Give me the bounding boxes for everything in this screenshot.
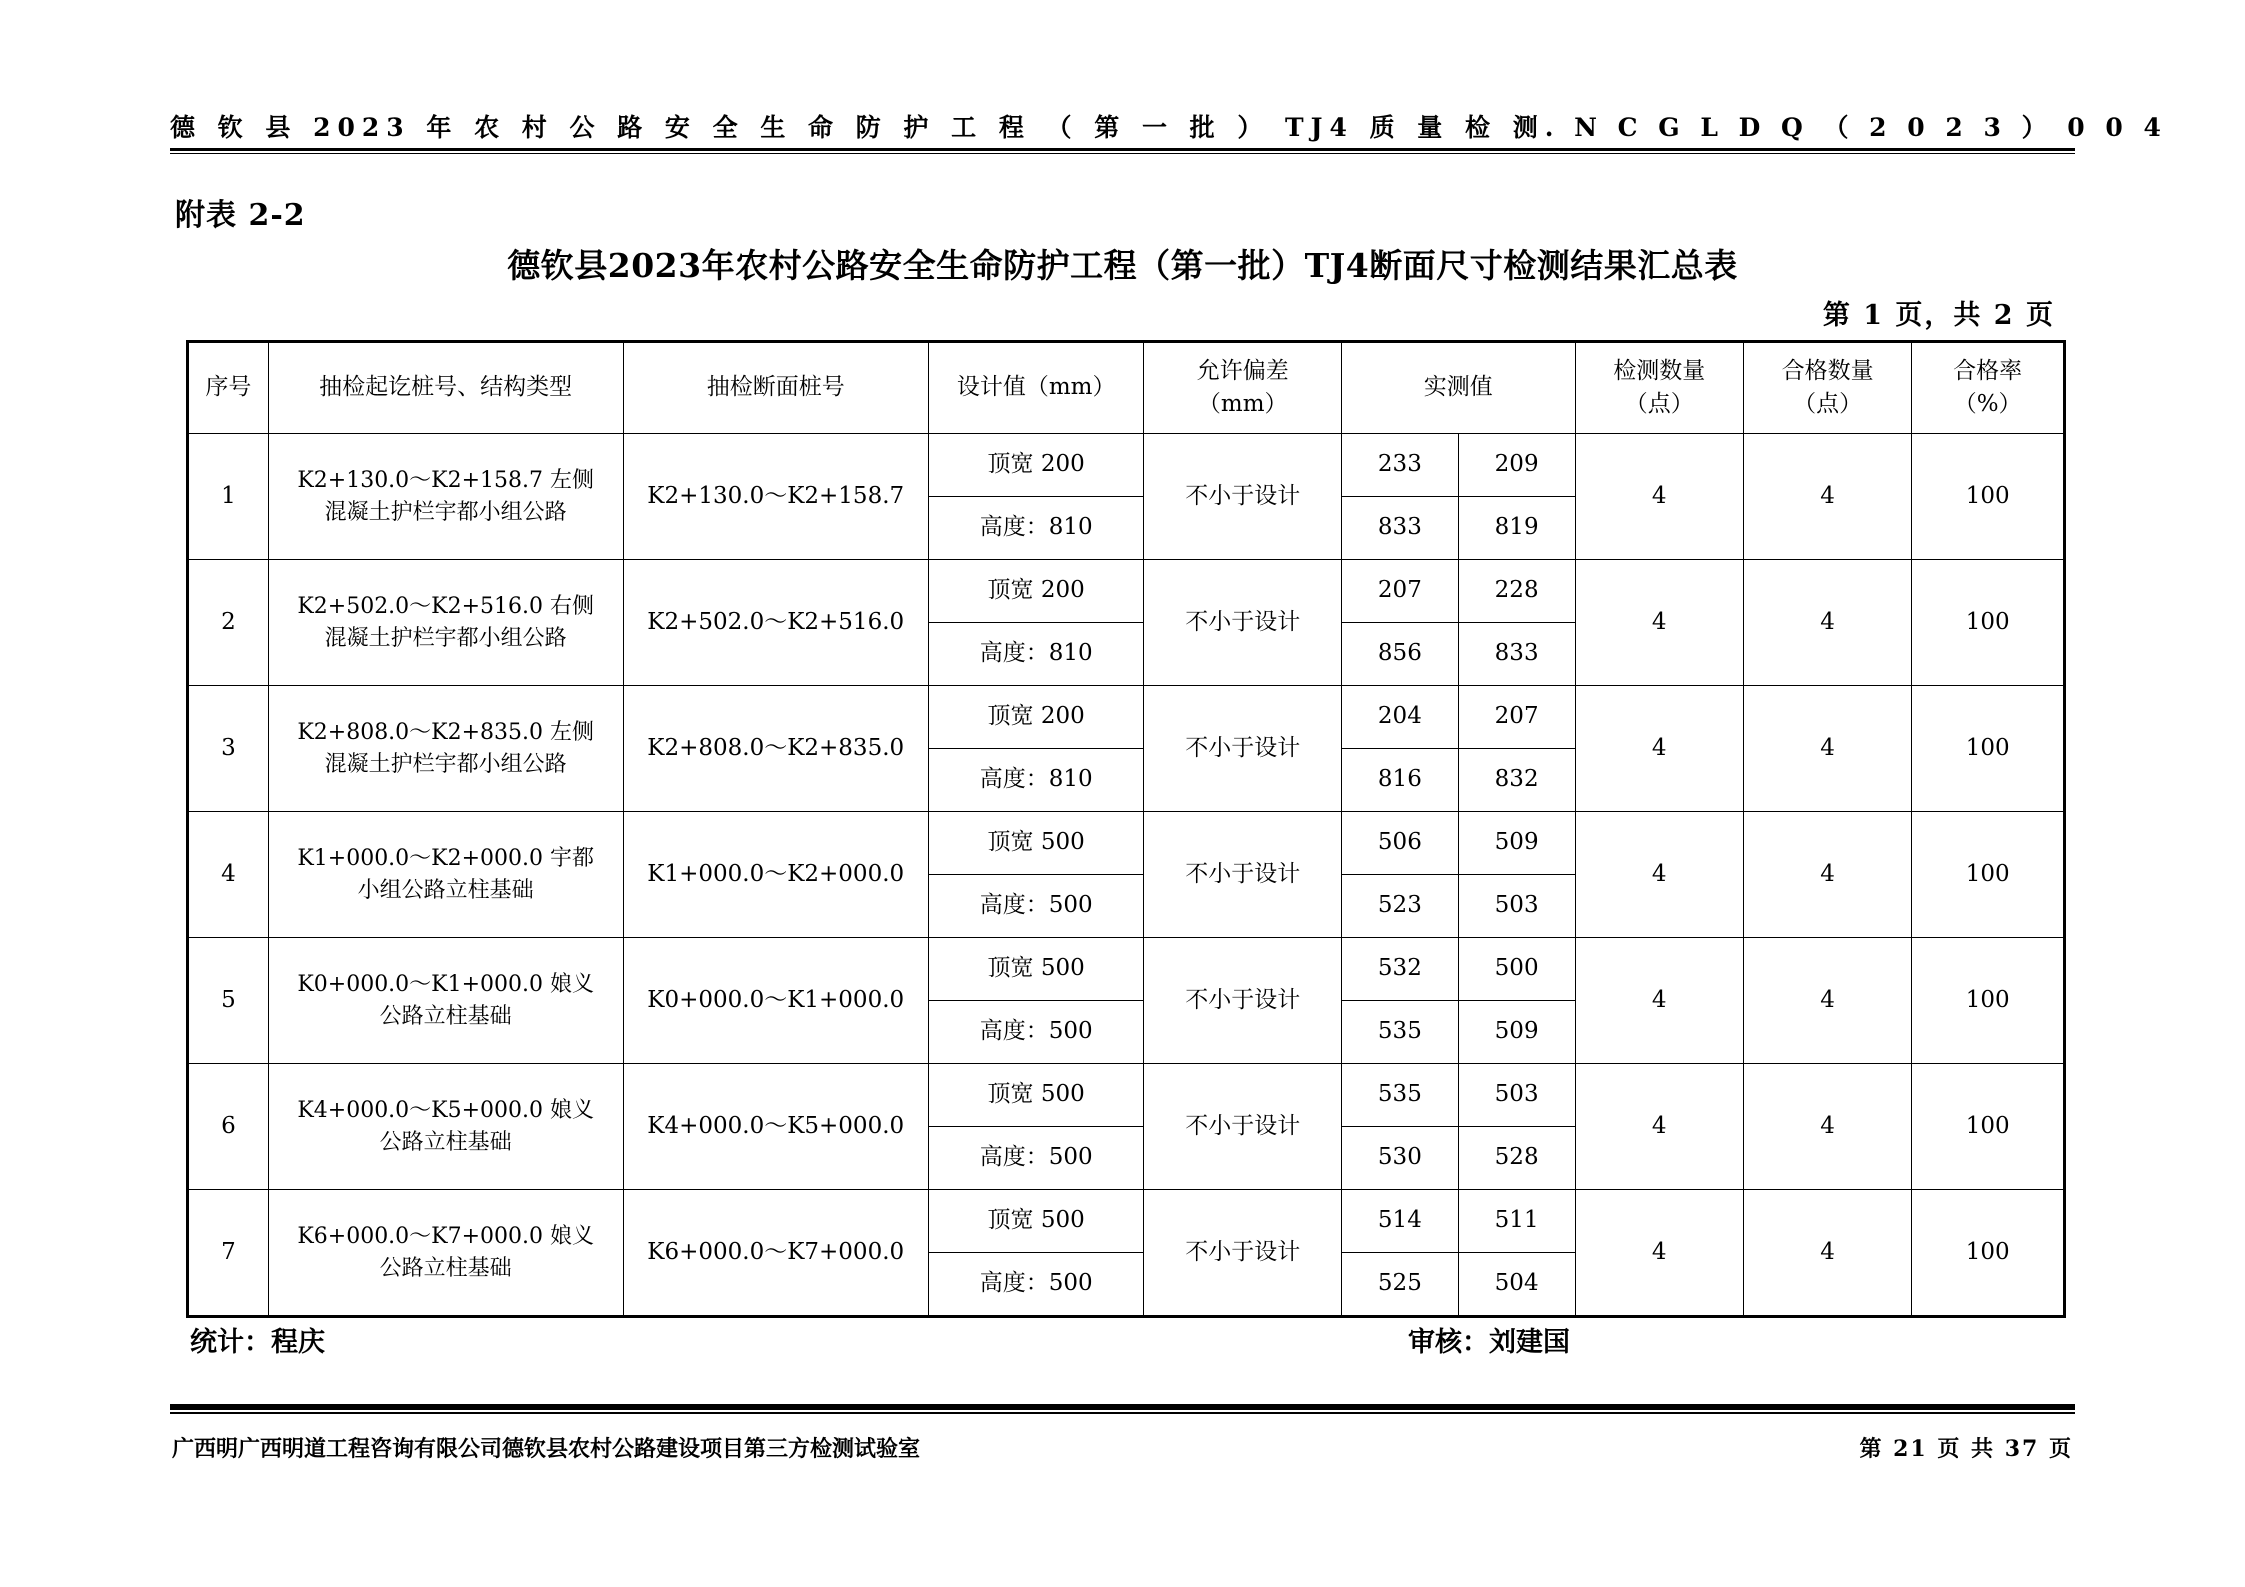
col-header-tolerance-line2: （mm） (1197, 391, 1288, 417)
cell-pass: 4 (1743, 938, 1911, 1064)
cell-tolerance: 不小于设计 (1144, 1190, 1342, 1317)
cell-tolerance: 不小于设计 (1144, 1064, 1342, 1190)
table-row (188, 560, 2065, 623)
section-dimension-results-table (186, 340, 2066, 1318)
cell-design-bottom: 高度：500 (928, 875, 1144, 938)
cell-section: K1+000.0～K2+000.0 (623, 812, 928, 938)
cell-rate: 100 (1912, 938, 2065, 1064)
cell-station (268, 434, 623, 560)
running-header-left: 德 钦 县 2023 年 农 村 公 路 安 全 生 命 防 护 工 程 （ 第 一 批 ） TJ4 质 量 检 测 (170, 113, 1545, 142)
cell-section: K2+502.0～K2+516.0 (623, 560, 928, 686)
cell-tolerance: 不小于设计 (1144, 434, 1342, 560)
col-header-tolerance (1144, 342, 1342, 434)
cell-seq: 2 (188, 560, 269, 686)
results-table-wrapper (186, 340, 2066, 1318)
cell-pass: 4 (1743, 812, 1911, 938)
running-header-right: . N C G L D Q （ 2 0 2 3 ） 0 0 4 (1544, 113, 2167, 142)
cell-seq: 6 (188, 1064, 269, 1190)
cell-measured: 506 (1342, 812, 1459, 875)
cell-measured: 530 (1342, 1127, 1459, 1190)
cell-count: 4 (1575, 560, 1743, 686)
cell-measured: 523 (1342, 875, 1459, 938)
footer-divider-rule (170, 1404, 2075, 1414)
cell-pass: 4 (1743, 434, 1911, 560)
cell-seq: 7 (188, 1190, 269, 1317)
cell-rate: 100 (1912, 812, 2065, 938)
cell-station-line1: K0+000.0～K1+000.0 娘义 (297, 971, 595, 997)
cell-station (268, 560, 623, 686)
cell-pass: 4 (1743, 1190, 1911, 1317)
cell-seq: 3 (188, 686, 269, 812)
cell-count: 4 (1575, 812, 1743, 938)
col-header-seq: 序号 (188, 342, 269, 434)
cell-station-line2: 公路立柱基础 (379, 1003, 512, 1029)
cell-measured: 207 (1342, 560, 1459, 623)
cell-measured: 832 (1458, 749, 1575, 812)
cell-measured: 204 (1342, 686, 1459, 749)
cell-design-top: 顶宽 500 (928, 812, 1144, 875)
cell-design-top: 顶宽 200 (928, 434, 1144, 497)
cell-rate: 100 (1912, 1064, 2065, 1190)
col-header-measured: 实测值 (1342, 342, 1576, 434)
col-header-pass-line2: （点） (1793, 391, 1863, 417)
cell-station-line2: 公路立柱基础 (379, 1255, 512, 1281)
cell-seq: 1 (188, 434, 269, 560)
cell-station-line2: 公路立柱基础 (379, 1129, 512, 1155)
cell-count: 4 (1575, 1064, 1743, 1190)
col-header-count-line1: 检测数量 (1613, 357, 1706, 384)
cell-pass: 4 (1743, 1064, 1911, 1190)
col-header-count (1575, 342, 1743, 434)
cell-design-top: 顶宽 500 (928, 1190, 1144, 1253)
cell-design-top: 顶宽 500 (928, 1064, 1144, 1127)
cell-measured: 209 (1458, 434, 1575, 497)
cell-station-line1: K1+000.0～K2+000.0 宇都 (297, 845, 595, 871)
running-footer-left: 广西明广西明道工程咨询有限公司德钦县农村公路建设项目第三方检测试验室 (172, 1436, 921, 1462)
col-header-rate (1912, 342, 2065, 434)
cell-station-line2: 小组公路立柱基础 (357, 877, 534, 903)
col-header-count-line2: （点） (1624, 391, 1694, 417)
header-divider-rule (170, 148, 2075, 154)
cell-measured: 833 (1458, 623, 1575, 686)
cell-rate: 100 (1912, 1190, 2065, 1317)
cell-design-bottom: 高度：810 (928, 749, 1144, 812)
cell-station-line2: 混凝土护栏宇都小组公路 (324, 751, 567, 777)
cell-design-bottom: 高度：810 (928, 623, 1144, 686)
cell-measured: 233 (1342, 434, 1459, 497)
cell-measured: 816 (1342, 749, 1459, 812)
cell-design-bottom: 高度：500 (928, 1253, 1144, 1317)
cell-measured: 535 (1342, 1001, 1459, 1064)
table-row (188, 1190, 2065, 1253)
table-body (188, 434, 2065, 1317)
cell-measured: 532 (1342, 938, 1459, 1001)
col-header-design: 设计值（mm） (928, 342, 1144, 434)
cell-station-line1: K2+808.0～K2+835.0 左侧 (297, 719, 595, 745)
cell-measured: 525 (1342, 1253, 1459, 1317)
cell-measured: 500 (1458, 938, 1575, 1001)
cell-design-bottom: 高度：810 (928, 497, 1144, 560)
cell-seq: 5 (188, 938, 269, 1064)
cell-design-bottom: 高度：500 (928, 1127, 1144, 1190)
cell-measured: 856 (1342, 623, 1459, 686)
col-header-rate-line2: （%） (1953, 391, 2022, 417)
table-row (188, 434, 2065, 497)
cell-measured: 819 (1458, 497, 1575, 560)
page-of-indicator: 第 1 页，共 2 页 (1822, 300, 2055, 331)
cell-measured: 509 (1458, 1001, 1575, 1064)
cell-tolerance: 不小于设计 (1144, 812, 1342, 938)
col-header-station: 抽检起讫桩号、结构类型 (268, 342, 623, 434)
cell-pass: 4 (1743, 686, 1911, 812)
running-footer (172, 1432, 2073, 1463)
cell-station-line1: K4+000.0～K5+000.0 娘义 (297, 1097, 595, 1123)
cell-measured: 528 (1458, 1127, 1575, 1190)
cell-measured: 511 (1458, 1190, 1575, 1253)
cell-tolerance: 不小于设计 (1144, 938, 1342, 1064)
cell-measured: 833 (1342, 497, 1459, 560)
cell-measured: 503 (1458, 875, 1575, 938)
cell-pass: 4 (1743, 560, 1911, 686)
cell-station-line1: K2+502.0～K2+516.0 右侧 (297, 593, 595, 619)
cell-count: 4 (1575, 434, 1743, 560)
cell-station (268, 686, 623, 812)
cell-measured: 509 (1458, 812, 1575, 875)
cell-measured: 514 (1342, 1190, 1459, 1253)
cell-measured: 535 (1342, 1064, 1459, 1127)
cell-station (268, 812, 623, 938)
cell-tolerance: 不小于设计 (1144, 686, 1342, 812)
col-header-pass (1743, 342, 1911, 434)
col-header-tolerance-line1: 允许偏差 (1196, 357, 1289, 384)
cell-measured: 207 (1458, 686, 1575, 749)
cell-rate: 100 (1912, 686, 2065, 812)
running-header (170, 108, 2167, 144)
cell-station-line2: 混凝土护栏宇都小组公路 (324, 625, 567, 651)
cell-section: K0+000.0～K1+000.0 (623, 938, 928, 1064)
cell-station (268, 1064, 623, 1190)
table-header-row (188, 342, 2065, 434)
cell-design-top: 顶宽 200 (928, 560, 1144, 623)
cell-section: K2+130.0～K2+158.7 (623, 434, 928, 560)
page-title: 德钦县2023年农村公路安全生命防护工程（第一批）TJ4断面尺寸检测结果汇总表 (507, 246, 1738, 285)
cell-section: K4+000.0～K5+000.0 (623, 1064, 928, 1190)
cell-count: 4 (1575, 686, 1743, 812)
cell-station-line2: 混凝土护栏宇都小组公路 (324, 499, 567, 525)
cell-count: 4 (1575, 1190, 1743, 1317)
cell-measured: 504 (1458, 1253, 1575, 1317)
cell-measured: 503 (1458, 1064, 1575, 1127)
cell-design-top: 顶宽 500 (928, 938, 1144, 1001)
cell-station-line1: K2+130.0～K2+158.7 左侧 (297, 467, 595, 493)
cell-count: 4 (1575, 938, 1743, 1064)
cell-section: K2+808.0～K2+835.0 (623, 686, 928, 812)
cell-section: K6+000.0～K7+000.0 (623, 1190, 928, 1317)
table-row (188, 938, 2065, 1001)
cell-seq: 4 (188, 812, 269, 938)
col-header-rate-line1: 合格率 (1953, 357, 2023, 384)
cell-measured: 228 (1458, 560, 1575, 623)
attachment-label: 附表 2-2 (175, 198, 306, 233)
running-footer-right: 第 21 页 共 37 页 (1859, 1436, 2073, 1462)
cell-design-bottom: 高度：500 (928, 1001, 1144, 1064)
table-row (188, 812, 2065, 875)
statistician-signature: 统计：程庆 (190, 1327, 325, 1358)
cell-rate: 100 (1912, 560, 2065, 686)
cell-station-line1: K6+000.0～K7+000.0 娘义 (297, 1223, 595, 1249)
cell-rate: 100 (1912, 434, 2065, 560)
table-row (188, 1064, 2065, 1127)
cell-station (268, 1190, 623, 1317)
auditor-signature: 审核：刘建国 (1408, 1327, 1570, 1358)
cell-tolerance: 不小于设计 (1144, 560, 1342, 686)
cell-design-top: 顶宽 200 (928, 686, 1144, 749)
col-header-pass-line1: 合格数量 (1781, 357, 1874, 384)
col-header-section: 抽检断面桩号 (623, 342, 928, 434)
cell-station (268, 938, 623, 1064)
table-row (188, 686, 2065, 749)
